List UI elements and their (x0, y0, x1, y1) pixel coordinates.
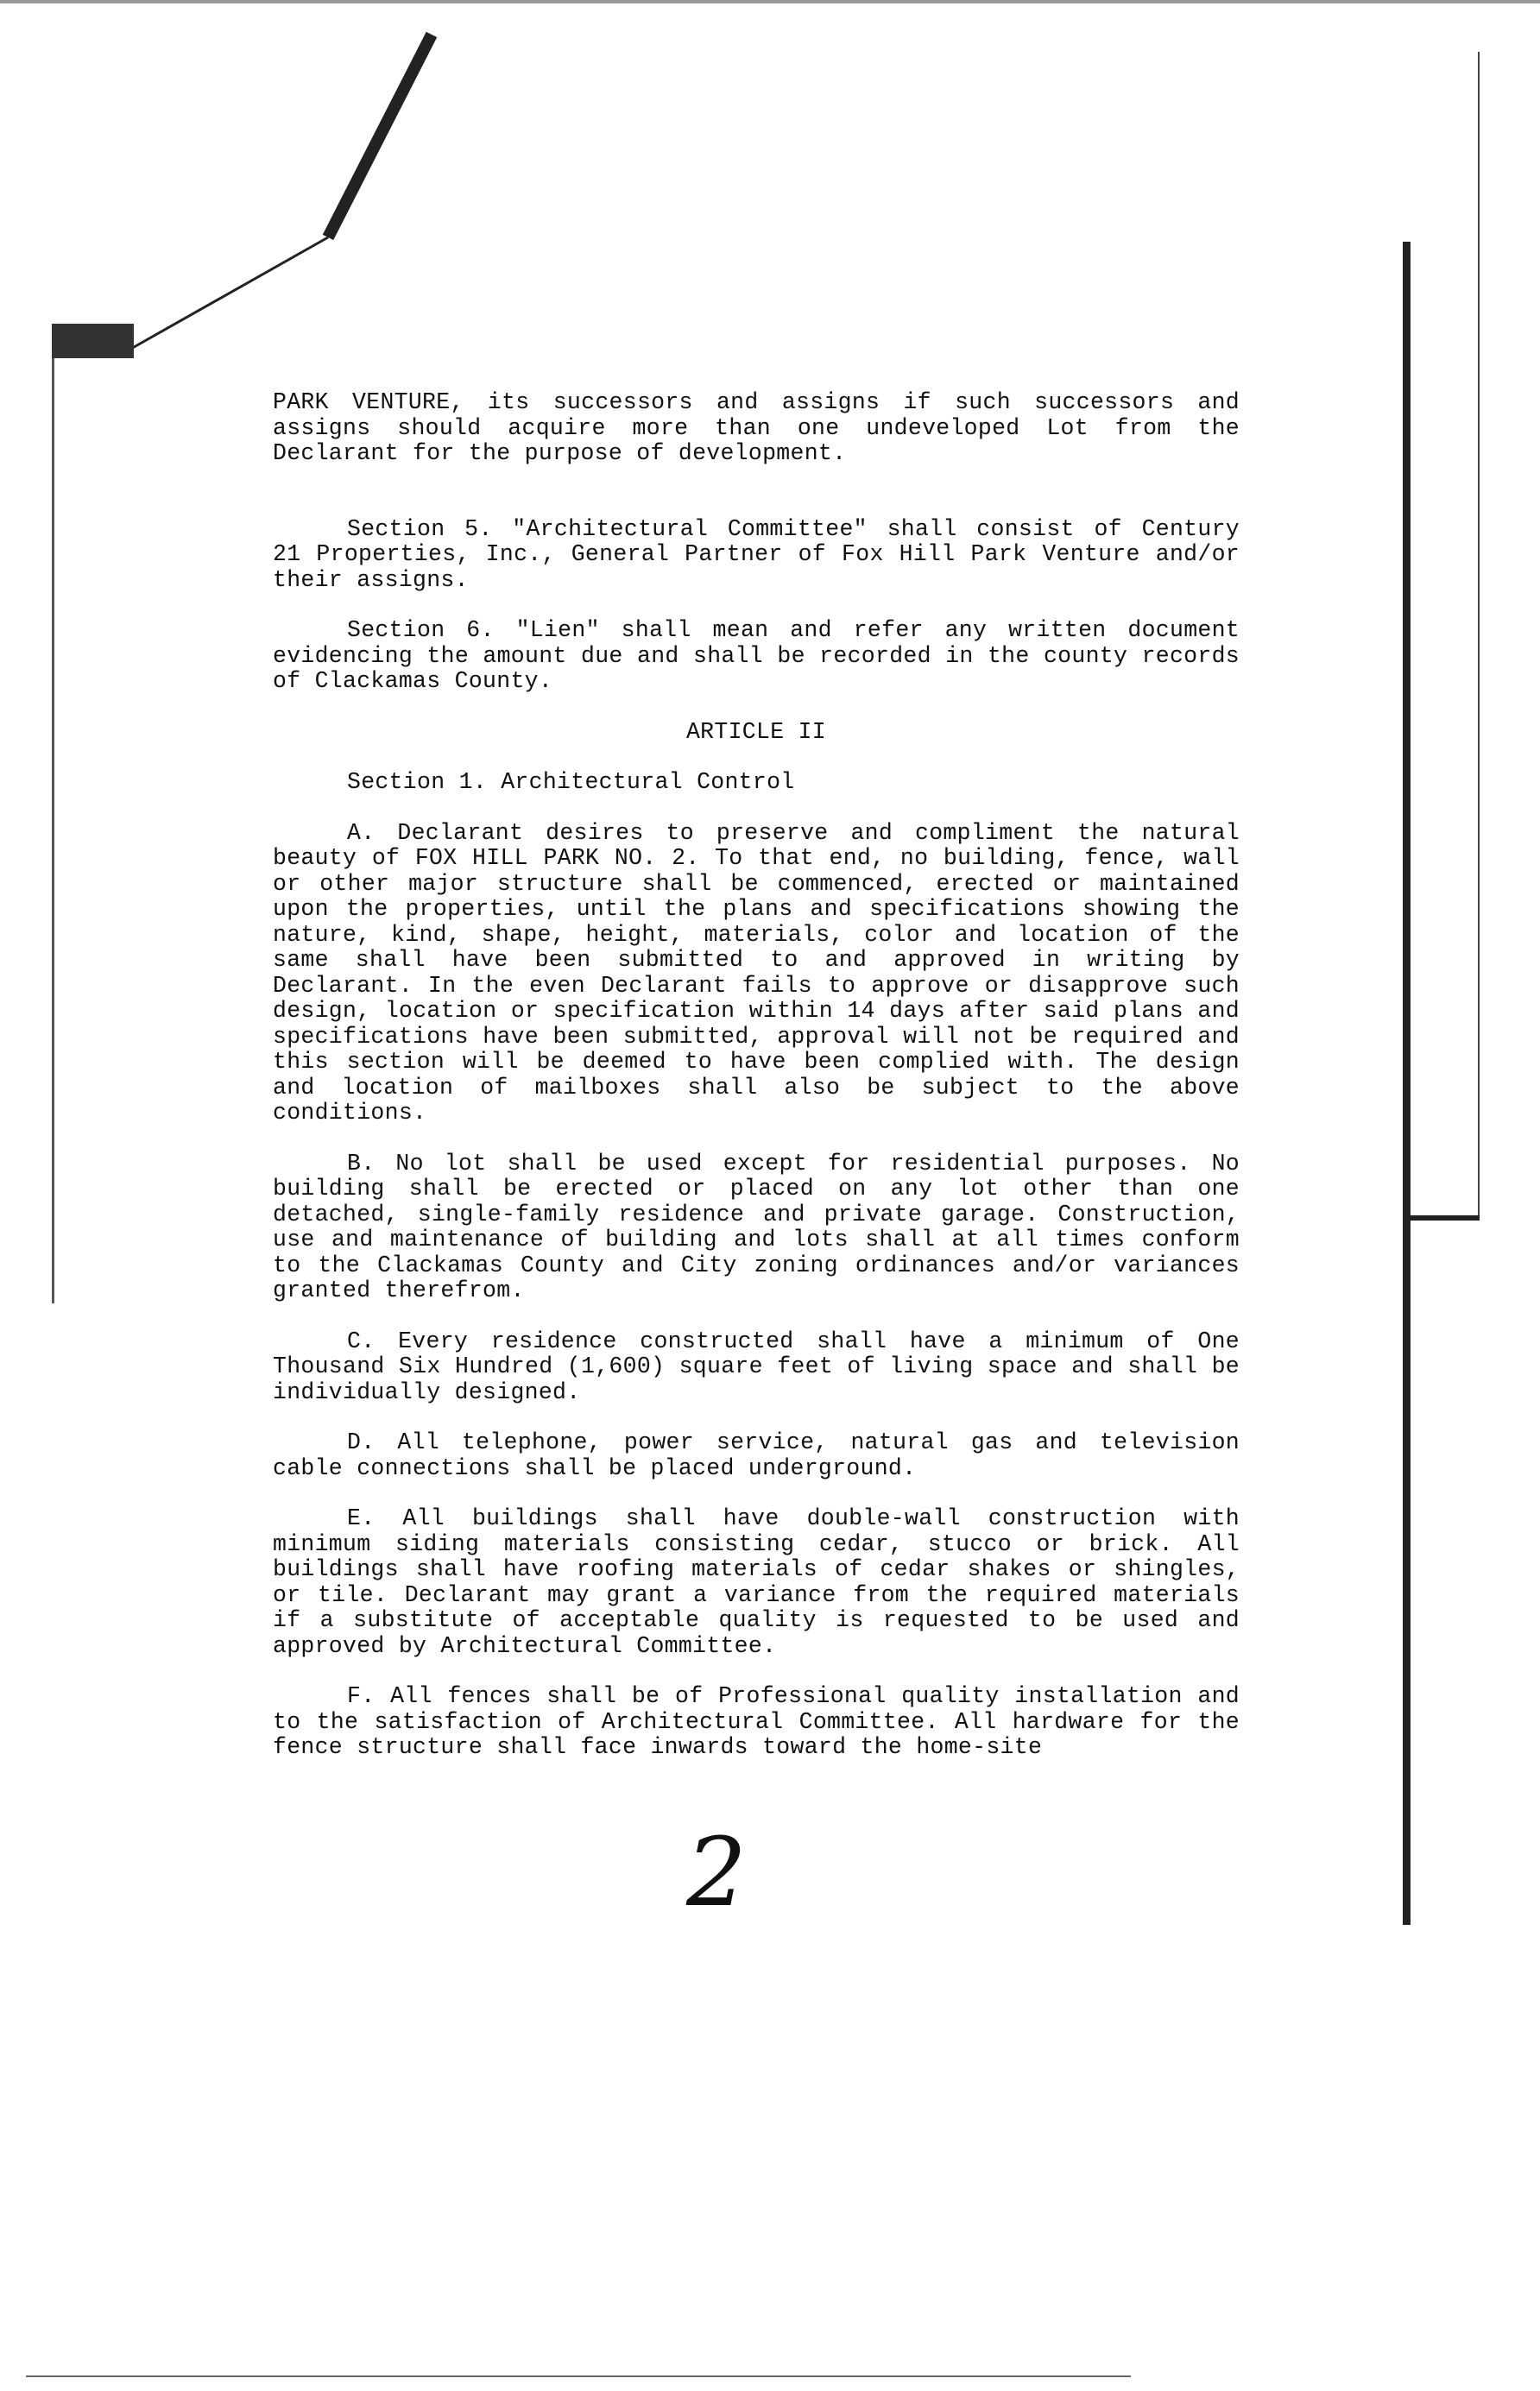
paragraph-b: B. No lot shall be used except for residential purposes. No building shall be erected or placed on any lot other than one detached, single-family residence and private garage. Construction, use and maintenance of building and lots shall at all times conform to the Clackamas County and City zoning ordinances and/or variances granted therefrom. (273, 1150, 1240, 1303)
bottom-scan-edge (26, 2375, 1131, 2377)
paragraph-d: D. All telephone, power service, natural gas and television cable connections shall be placed underground. (273, 1429, 1240, 1481)
paragraph-e: E. All buildings shall have double-wall construction with minimum siding materials consisting cedar, stucco or brick. All buildings shall have roofing materials of cedar shakes or shingles, or tile. Declarant may grant a variance from the required materials if a substitute of acceptable quality is requested to be used and approved by Architectural Committee. (273, 1505, 1240, 1659)
paragraph-a: A. Declarant desires to preserve and compliment the natural beauty of FOX HILL PARK NO. 2. To that end, no building, fence, wall or other major structure shall be commenced, erected or maintained upon the properties, until the plans and specifications showing the nature, kind, shape, height, materials, color and location of the same shall have been submitted to and approved in writing by Declarant. In the even Declarant fails to approve or disapprove such design, location or specification within 14 days after said plans and specifications have been submitted, approval will not be required and this section will be deemed to have been complied with. The design and location of mailboxes shall also be subject to the above conditions. (273, 819, 1240, 1126)
article-heading: ARTICLE II (685, 718, 827, 745)
paragraph-f: F. All fences shall be of Professional quality installation and to the satisfaction of Architectural Committee. All hardware for the fence structure shall face inwards toward the home-site (273, 1683, 1240, 1760)
right-border-thin (1478, 52, 1480, 1217)
document-body (273, 390, 1240, 1761)
right-border-bar (1403, 242, 1411, 1925)
right-border-tick (1411, 1215, 1480, 1221)
handwritten-page-number: 2 (686, 1817, 747, 1927)
left-margin-line (52, 337, 54, 1303)
paragraph-c: C. Every residence constructed shall have a minimum of One Thousand Six Hundred (1,600) square feet of living space and shall be individually designed. (273, 1328, 1240, 1405)
section-1-heading: Section 1. Architectural Control (347, 769, 795, 795)
corner-fold-mark (35, 17, 483, 388)
section-5: Section 5. "Architectural Committee" shall consist of Century 21 Properties, Inc., General Partner of Fox Hill Park Venture and/or their assigns. (273, 515, 1240, 593)
section-6: Section 6. "Lien" shall mean and refer any written document evidencing the amount due and shall be recorded in the county records of Clackamas County. (273, 617, 1240, 694)
continuation-paragraph: PARK VENTURE, its successors and assigns if such successors and assigns should acquire more than one undeveloped Lot from the Declarant for the purpose of development. (273, 389, 1240, 466)
top-scan-edge (0, 0, 1540, 3)
